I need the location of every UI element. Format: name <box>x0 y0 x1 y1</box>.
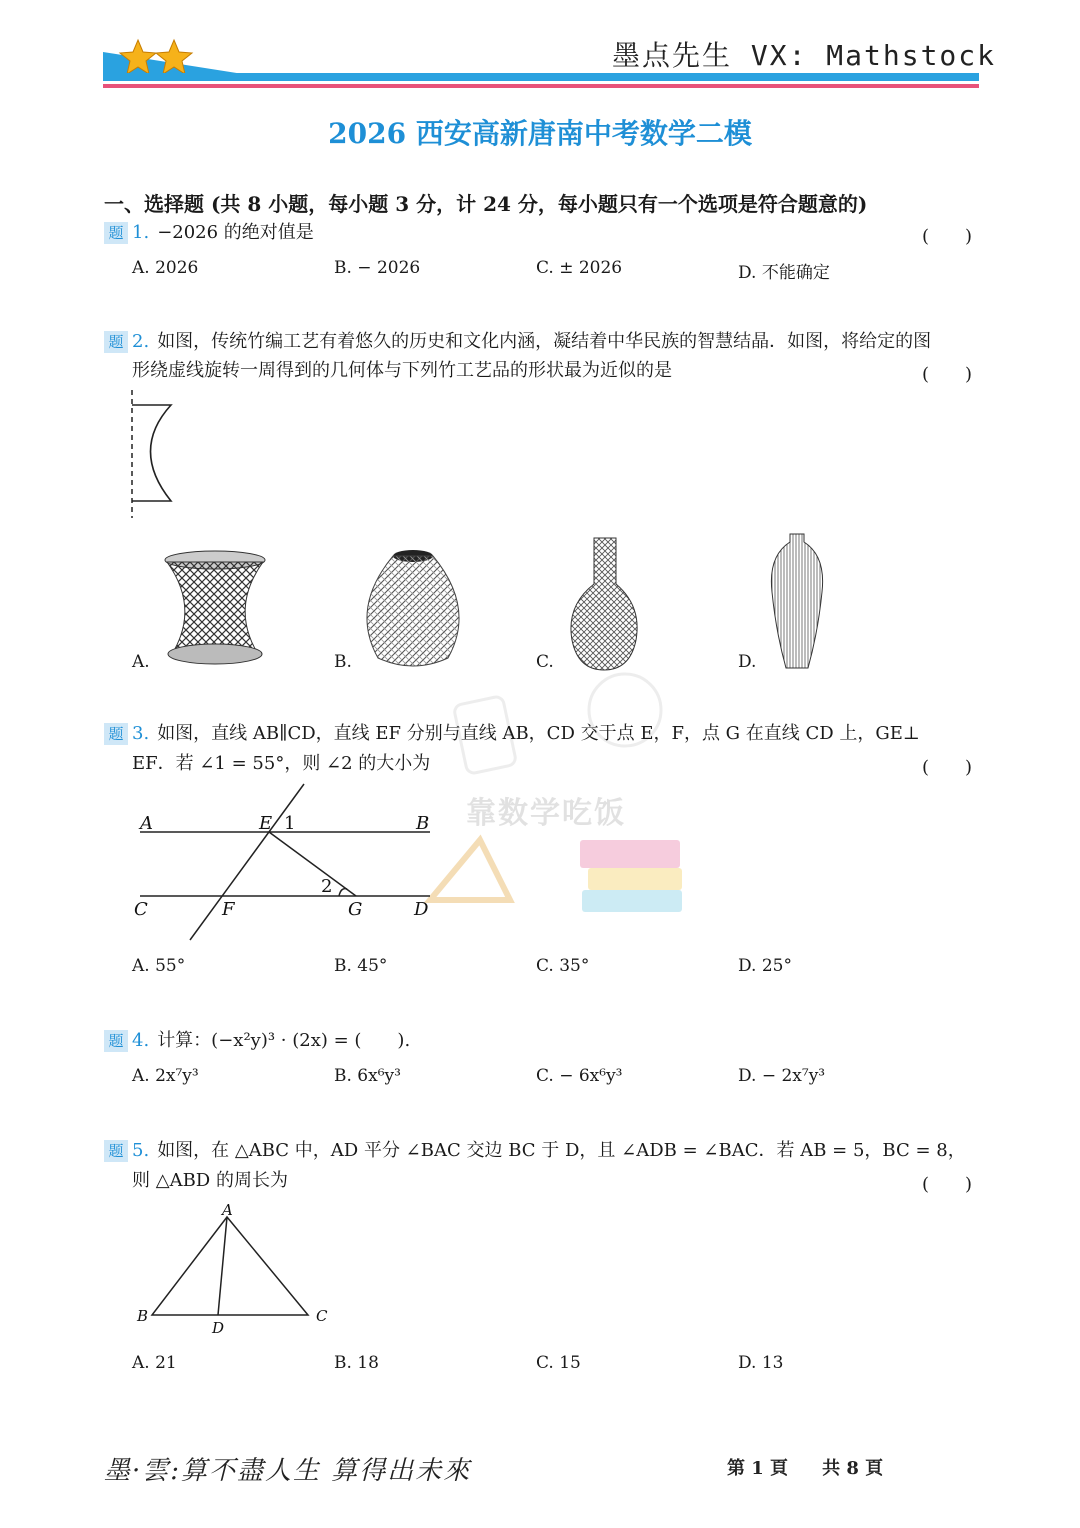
watermark-text: 靠数学吃饭 <box>466 796 626 831</box>
label-b: B <box>137 1307 149 1325</box>
question-text-cont: 则 △ABD 的周长为 <box>132 1170 288 1191</box>
answer-paren: ( ) <box>922 364 973 385</box>
question-tag: 题 <box>104 1140 128 1162</box>
header-rule-pink <box>103 84 979 88</box>
label-angle-2: 2 <box>321 876 333 897</box>
page-indicator <box>727 1454 917 1480</box>
question-number: 3. <box>132 723 150 744</box>
option-a: A. 21 <box>132 1353 177 1373</box>
option-b: B. 45° <box>334 956 388 976</box>
question-4 <box>104 1030 410 1052</box>
option-d: D. 13 <box>738 1353 784 1373</box>
question-2 <box>104 331 931 353</box>
option-a: A. 55° <box>132 956 186 976</box>
question-3 <box>104 723 920 745</box>
question-text: 计算：(−x²y)³ · (2x) = ( ). <box>157 1030 411 1051</box>
option-c: C. 15 <box>536 1353 581 1373</box>
question-tag: 题 <box>104 222 128 244</box>
star-mascot-icon <box>118 38 198 78</box>
label-c: C <box>134 899 148 920</box>
option-d: D. <box>738 652 757 672</box>
label-d: D <box>414 899 429 920</box>
page-total: 共 8 頁 <box>822 1458 884 1479</box>
question-number: 5. <box>132 1140 150 1161</box>
answer-paren: ( ) <box>922 226 973 247</box>
triangle-figure <box>130 1203 335 1339</box>
label-a: A <box>140 813 153 834</box>
question-number: 1. <box>132 222 150 243</box>
label-c: C <box>316 1307 328 1325</box>
option-a: A. 2x⁷y³ <box>132 1066 199 1086</box>
option-d: D. − 2x⁷y³ <box>738 1066 826 1086</box>
option-c: C. ± 2026 <box>536 258 623 278</box>
watermark-mascot-icon <box>420 640 690 920</box>
page-title: 2026 西安高新唐南中考数学二模 <box>328 117 752 150</box>
question-1 <box>104 222 314 244</box>
option-b: B. − 2026 <box>334 258 421 278</box>
question-text: 如图，在 △ABC 中，AD 平分 ∠BAC 交边 BC 于 D，且 ∠ADB = ∠BAC．若 AB = 5，BC = 8， <box>157 1140 966 1161</box>
question-number: 4. <box>132 1030 150 1051</box>
label-a: A <box>222 1203 233 1219</box>
question-5 <box>104 1140 966 1162</box>
option-d: D. 不能确定 <box>738 263 830 283</box>
question-text: −2026 的绝对值是 <box>157 222 314 243</box>
option-c: C. − 6x⁶y³ <box>536 1066 623 1086</box>
question-text-cont: 形绕虚线旋转一周得到的几何体与下列竹工艺品的形状最为近似的是 <box>132 360 672 381</box>
label-e: E <box>259 813 273 834</box>
question-tag: 题 <box>104 1030 128 1052</box>
question-tag: 题 <box>104 723 128 745</box>
question-text: 如图，传统竹编工艺有着悠久的历史和文化内涵，凝结着中华民族的智慧结晶．如图，将给定的图 <box>157 331 932 352</box>
question-number: 2. <box>132 331 150 352</box>
question-text-cont: EF．若 ∠1 = 55°，则 ∠2 的大小为 <box>132 753 431 774</box>
option-a: A. <box>132 652 150 672</box>
answer-paren: ( ) <box>922 757 973 778</box>
label-b: B <box>416 813 430 834</box>
section-heading: 一、选择题 (共 8 小题，每小题 3 分，计 24 分，每小题只有一个选项是符合题意的) <box>104 192 868 216</box>
parallel-lines-figure <box>128 782 438 944</box>
rotation-figure <box>125 388 185 523</box>
bamboo-meiping-vase-image <box>768 532 826 672</box>
option-b: B. <box>334 652 352 672</box>
option-c: C. 35° <box>536 956 590 976</box>
header-brand: 墨点先生 VX: Mathstock <box>612 39 997 72</box>
label-f: F <box>222 899 235 920</box>
answer-paren: ( ) <box>922 1174 973 1195</box>
label-g: G <box>348 899 363 920</box>
page-number: 第 1 頁 <box>727 1458 789 1479</box>
option-b: B. 6x⁶y³ <box>334 1066 401 1086</box>
label-d: D <box>212 1319 225 1337</box>
option-d: D. 25° <box>738 956 792 976</box>
option-c: C. <box>536 652 554 672</box>
option-a: A. 2026 <box>132 258 199 278</box>
question-tag: 题 <box>104 331 128 353</box>
header-rule-blue <box>103 73 979 81</box>
label-angle-1: 1 <box>284 813 296 834</box>
bamboo-stool-image <box>162 550 268 668</box>
option-b: B. 18 <box>334 1353 379 1373</box>
footer-motto: 墨·雲:算不盡人生 算得出未來 <box>104 1456 472 1486</box>
question-text: 如图，直线 AB∥CD，直线 EF 分别与直线 AB，CD 交于点 E，F，点 G 在直线 CD 上，GE⊥ <box>157 723 920 744</box>
